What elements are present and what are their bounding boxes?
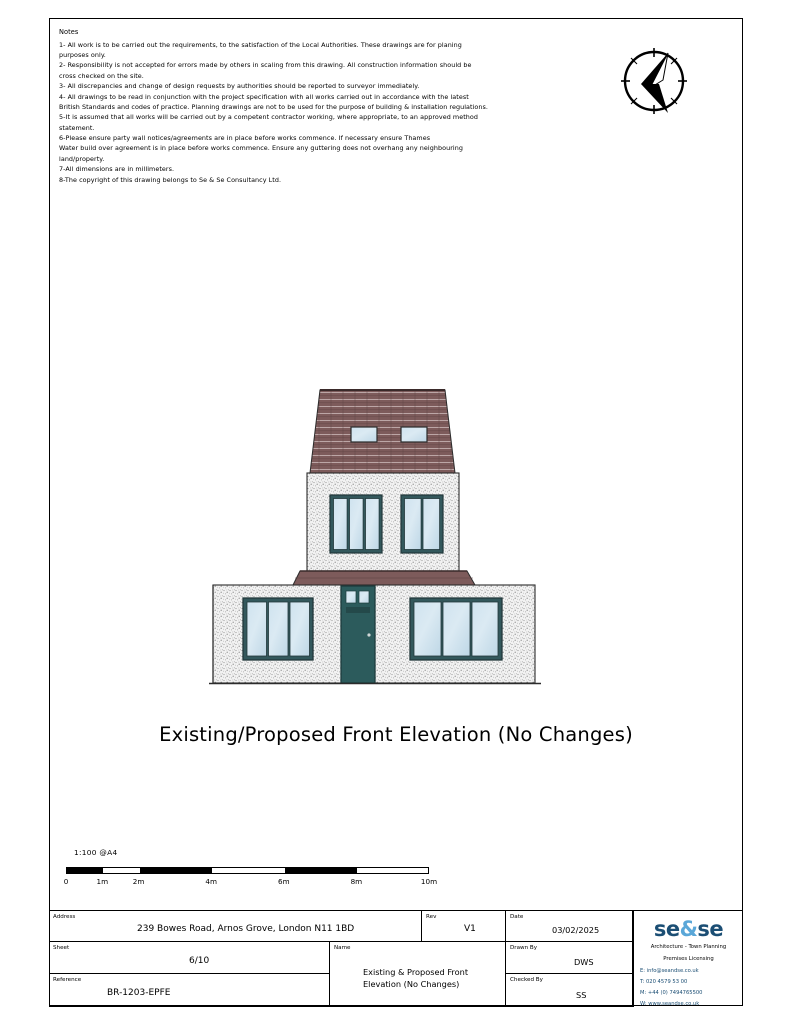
- logo-ampersand: &: [679, 917, 698, 941]
- note-line: 6-Please ensure party wall notices/agreements are in place before works commence. If necessary ensure Thames: [59, 134, 431, 143]
- scale-tick: 0: [63, 877, 69, 886]
- note-line: 5-It is assumed that all works will be carried out by a competent contractor working, where appropriate, to an approved method statement.: [59, 113, 478, 132]
- notes-title: Notes: [59, 28, 79, 36]
- note-line: 3- All discrepancies and change of design requests by authorities should be reported to surveyor immediately.: [59, 82, 420, 91]
- name-value: Existing & Proposed Front Elevation (No Changes): [363, 967, 469, 990]
- note-line: 2- Responsibility is not accepted for errors made by others in scaling from this drawing. All construction information should be cross checked on the site.: [59, 61, 472, 80]
- note-line: 7-All dimensions are in millimeters.: [59, 165, 175, 174]
- note-line: Water build over agreement is in place before works commence. Ensure any guttering does not overhang any neighbouring land/property.: [59, 144, 463, 163]
- note-line: 8-The copyright of this drawing belongs to Se & Se Consultancy Ltd.: [59, 175, 282, 184]
- logo-web: W: www.seandse.co.uk: [640, 1001, 700, 1008]
- scale-bar-block: [63, 848, 438, 889]
- address-cell: [49, 911, 422, 942]
- north-arrow-compass-icon: [617, 44, 691, 118]
- logo-tagline-1: Architecture - Town Planning: [650, 944, 727, 950]
- checked-by-cell: [506, 974, 633, 1007]
- date-value: 03/02/2025: [552, 925, 600, 935]
- scale-ticks: [63, 877, 438, 889]
- date-cell: [506, 911, 633, 942]
- note-line: 1- All work is to be carried out the requirements, to the satisfaction of the Local Authorities. These drawings are for planing purposes only.: [59, 40, 462, 60]
- note-line: 4- All drawings to be read in conjunction with the project specification with all works carried out in accordance with the latest British Standards and codes of practice. Planning drawings are not to be used for the purpose of building & installation regulations.: [59, 92, 489, 111]
- drawn-by-value: DWS: [574, 957, 594, 967]
- scale-tick: 8m: [350, 877, 363, 886]
- scale-tick: 1m: [96, 877, 109, 886]
- reference-cell: [49, 974, 330, 1007]
- reference-value: BR-1203-EPFE: [107, 988, 171, 998]
- scale-tick: 4m: [205, 877, 217, 886]
- company-logo-icon: [634, 919, 743, 940]
- sheet-cell: [49, 942, 330, 974]
- sheet-label: Sheet: [53, 945, 70, 951]
- scale-label: 1:100 @A4: [74, 848, 118, 857]
- front-elevation-drawing: [205, 385, 545, 690]
- name-cell: [330, 942, 506, 1007]
- notes-block: [59, 27, 489, 185]
- logo-name-part2: se: [697, 917, 724, 941]
- rev-cell: [422, 911, 506, 942]
- title-block: [49, 910, 743, 1006]
- company-logo-block: [633, 911, 743, 1007]
- drawn-by-label: Drawn By: [510, 945, 538, 951]
- checked-by-value: SS: [576, 990, 587, 1000]
- sheet-value: 6/10: [189, 956, 210, 966]
- rev-value: V1: [464, 924, 476, 934]
- logo-email: E: info@seandse.co.uk: [640, 967, 699, 974]
- drawn-by-cell: [506, 942, 633, 974]
- address-label: Address: [53, 914, 76, 920]
- checked-by-label: Checked By: [510, 977, 543, 983]
- scale-tick: 2m: [132, 877, 145, 886]
- name-label: Name: [334, 945, 351, 951]
- scale-tick: 6m: [278, 877, 290, 886]
- logo-mobile: M: +44 (0) 7494765500: [640, 990, 703, 996]
- scale-bar: [66, 867, 429, 874]
- logo-tel: T: 020 4579 53 00: [640, 978, 688, 985]
- logo-tagline-2: Premises Licensing: [663, 955, 714, 962]
- scale-tick: 10m: [420, 877, 438, 886]
- date-label: Date: [510, 914, 524, 920]
- drawing-title: Existing/Proposed Front Elevation (No Changes): [159, 723, 633, 746]
- logo-name-part1: se: [653, 917, 680, 941]
- rev-label: Rev: [426, 914, 437, 920]
- reference-label: Reference: [53, 977, 82, 983]
- address-value: 239 Bowes Road, Arnos Grove, London N11 1BD: [137, 924, 355, 934]
